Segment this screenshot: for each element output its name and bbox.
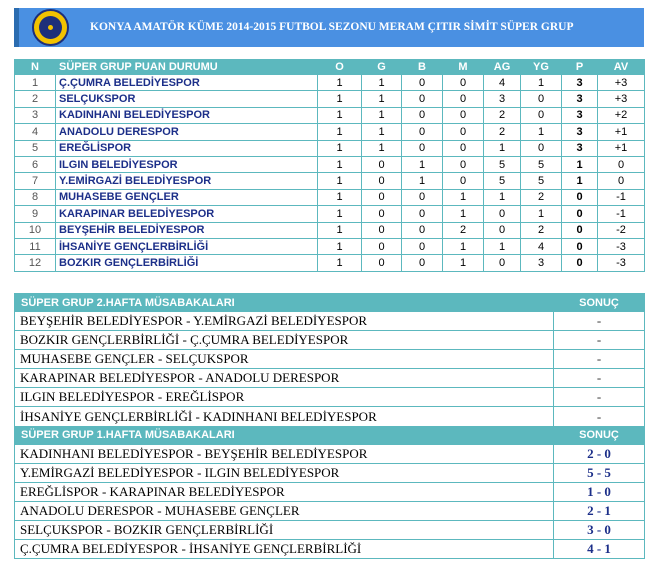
match-name: KARAPINAR BELEDİYESPOR - ANADOLU DERESPOR	[15, 369, 554, 388]
cell-rank: 6	[15, 156, 56, 172]
week1-result-header: SONUÇ	[554, 426, 645, 444]
match-name: BEYŞEHİR BELEDİYESPOR - Y.EMİRGAZİ BELEDİYESPOR	[15, 312, 554, 331]
cell-goal-difference: 0	[598, 173, 645, 189]
match-row	[15, 444, 645, 463]
cell-won: 0	[362, 189, 402, 205]
week2-title: SÜPER GRUP 2.HAFTA MÜSABAKALARI	[15, 294, 554, 312]
match-result: -	[554, 331, 645, 350]
cell-goals-for: 0	[484, 255, 521, 271]
week1-header-row	[15, 426, 645, 444]
cell-lost: 0	[443, 140, 484, 156]
cell-rank: 8	[15, 189, 56, 205]
cell-goal-difference: +2	[598, 107, 645, 123]
cell-rank: 7	[15, 173, 56, 189]
cell-drawn: 0	[402, 140, 443, 156]
cell-played: 1	[318, 156, 362, 172]
col-header-av: AV	[598, 60, 645, 75]
cell-won: 1	[362, 107, 402, 123]
cell-drawn: 0	[402, 222, 443, 238]
cell-team-name: EREĞLİSPOR	[56, 140, 318, 156]
match-name: ANADOLU DERESPOR - MUHASEBE GENÇLER	[15, 501, 554, 520]
page-title: KONYA AMATÖR KÜME 2014-2015 FUTBOL SEZONU MERAM ÇITIR SİMİT SÜPER GRUP	[90, 21, 574, 33]
col-header-team: SÜPER GRUP PUAN DURUMU	[56, 60, 318, 75]
col-header-b: B	[402, 60, 443, 75]
cell-drawn: 0	[402, 107, 443, 123]
match-name: SELÇUKSPOR - BOZKIR GENÇLERBİRLİĞİ	[15, 520, 554, 539]
col-header-m: M	[443, 60, 484, 75]
cell-lost: 0	[443, 124, 484, 140]
cell-won: 0	[362, 156, 402, 172]
cell-lost: 0	[443, 107, 484, 123]
cell-played: 1	[318, 206, 362, 222]
cell-goals-for: 5	[484, 173, 521, 189]
cell-team-name: Y.EMİRGAZİ BELEDİYESPOR	[56, 173, 318, 189]
cell-won: 0	[362, 173, 402, 189]
cell-team-name: BEYŞEHİR BELEDİYESPOR	[56, 222, 318, 238]
cell-lost: 0	[443, 91, 484, 107]
cell-rank: 11	[15, 238, 56, 254]
cell-won: 0	[362, 238, 402, 254]
header-accent-bar	[14, 8, 19, 47]
match-name: BOZKIR GENÇLERBİRLİĞİ - Ç.ÇUMRA BELEDİYESPOR	[15, 331, 554, 350]
cell-goals-for: 2	[484, 107, 521, 123]
cell-played: 1	[318, 222, 362, 238]
cell-goals-against: 2	[521, 189, 562, 205]
cell-played: 1	[318, 107, 362, 123]
cell-goals-for: 5	[484, 156, 521, 172]
col-header-o: O	[318, 60, 362, 75]
cell-goal-difference: 0	[598, 156, 645, 172]
match-row	[15, 312, 645, 331]
cell-team-name: KARAPINAR BELEDİYESPOR	[56, 206, 318, 222]
match-name: İHSANİYE GENÇLERBİRLİĞİ - KADINHANI BELEDİYESPOR	[15, 407, 554, 426]
cell-points: 0	[562, 206, 598, 222]
cell-lost: 1	[443, 206, 484, 222]
cell-rank: 2	[15, 91, 56, 107]
match-result: 5 - 5	[554, 463, 645, 482]
cell-goal-difference: -1	[598, 206, 645, 222]
cell-won: 0	[362, 206, 402, 222]
cell-drawn: 0	[402, 189, 443, 205]
cell-played: 1	[318, 238, 362, 254]
cell-team-name: ILGIN BELEDİYESPOR	[56, 156, 318, 172]
cell-won: 1	[362, 140, 402, 156]
match-result: -	[554, 369, 645, 388]
cell-goal-difference: -3	[598, 238, 645, 254]
cell-goal-difference: +1	[598, 124, 645, 140]
cell-points: 0	[562, 238, 598, 254]
match-result: -	[554, 312, 645, 331]
cell-goals-for: 3	[484, 91, 521, 107]
match-name: Y.EMİRGAZİ BELEDİYESPOR - ILGIN BELEDİYESPOR	[15, 463, 554, 482]
cell-lost: 1	[443, 189, 484, 205]
match-name: KADINHANI BELEDİYESPOR - BEYŞEHİR BELEDİYESPOR	[15, 444, 554, 463]
cell-goals-for: 2	[484, 124, 521, 140]
cell-goals-against: 3	[521, 255, 562, 271]
cell-lost: 0	[443, 75, 484, 91]
match-name: MUHASEBE GENÇLER - SELÇUKSPOR	[15, 350, 554, 369]
standings-row	[15, 124, 645, 140]
match-result: -	[554, 350, 645, 369]
cell-team-name: ANADOLU DERESPOR	[56, 124, 318, 140]
week2-result-header: SONUÇ	[554, 294, 645, 312]
cell-goals-for: 0	[484, 222, 521, 238]
match-row	[15, 501, 645, 520]
cell-goal-difference: -3	[598, 255, 645, 271]
standings-row	[15, 140, 645, 156]
standings-row	[15, 173, 645, 189]
cell-rank: 10	[15, 222, 56, 238]
match-name: EREĞLİSPOR - KARAPINAR BELEDİYESPOR	[15, 482, 554, 501]
cell-goal-difference: +3	[598, 75, 645, 91]
standings-row	[15, 189, 645, 205]
cell-goals-against: 5	[521, 156, 562, 172]
standings-row	[15, 75, 645, 91]
cell-rank: 9	[15, 206, 56, 222]
cell-goals-for: 1	[484, 189, 521, 205]
cell-team-name: İHSANİYE GENÇLERBİRLİĞİ	[56, 238, 318, 254]
col-header-p: P	[562, 60, 598, 75]
col-header-ag: AG	[484, 60, 521, 75]
cell-lost: 0	[443, 156, 484, 172]
cell-goals-against: 4	[521, 238, 562, 254]
cell-rank: 3	[15, 107, 56, 123]
standings-header-row	[15, 60, 645, 75]
cell-points: 0	[562, 222, 598, 238]
standings-row	[15, 91, 645, 107]
cell-lost: 1	[443, 255, 484, 271]
cell-drawn: 0	[402, 238, 443, 254]
cell-lost: 1	[443, 238, 484, 254]
cell-played: 1	[318, 124, 362, 140]
cell-goals-against: 1	[521, 75, 562, 91]
standings-row	[15, 255, 645, 271]
cell-drawn: 0	[402, 206, 443, 222]
cell-goals-for: 1	[484, 238, 521, 254]
cell-goals-against: 0	[521, 107, 562, 123]
match-row	[15, 369, 645, 388]
col-header-n: N	[15, 60, 56, 75]
cell-points: 1	[562, 173, 598, 189]
cell-goal-difference: -2	[598, 222, 645, 238]
cell-drawn: 0	[402, 75, 443, 91]
cell-goals-against: 1	[521, 124, 562, 140]
col-header-yg: YG	[521, 60, 562, 75]
cell-played: 1	[318, 255, 362, 271]
cell-won: 0	[362, 255, 402, 271]
cell-team-name: KADINHANI BELEDİYESPOR	[56, 107, 318, 123]
cell-rank: 1	[15, 75, 56, 91]
standings-row	[15, 222, 645, 238]
week2-header-row	[15, 294, 645, 312]
match-result: -	[554, 388, 645, 407]
cell-played: 1	[318, 140, 362, 156]
page-header	[14, 8, 644, 47]
cell-goals-for: 1	[484, 140, 521, 156]
cell-drawn: 0	[402, 124, 443, 140]
match-result: -	[554, 407, 645, 426]
cell-played: 1	[318, 75, 362, 91]
cell-played: 1	[318, 91, 362, 107]
match-row	[15, 331, 645, 350]
cell-team-name: SELÇUKSPOR	[56, 91, 318, 107]
week1-title: SÜPER GRUP 1.HAFTA MÜSABAKALARI	[15, 426, 554, 444]
cell-goals-against: 1	[521, 206, 562, 222]
matches-table	[14, 293, 645, 559]
cell-goal-difference: +3	[598, 91, 645, 107]
cell-points: 3	[562, 107, 598, 123]
cell-goals-against: 2	[521, 222, 562, 238]
cell-points: 3	[562, 75, 598, 91]
cell-goals-for: 0	[484, 206, 521, 222]
cell-played: 1	[318, 189, 362, 205]
match-result: 2 - 1	[554, 501, 645, 520]
match-row	[15, 482, 645, 501]
cell-lost: 2	[443, 222, 484, 238]
cell-points: 3	[562, 91, 598, 107]
cell-rank: 12	[15, 255, 56, 271]
match-result: 1 - 0	[554, 482, 645, 501]
cell-played: 1	[318, 173, 362, 189]
cell-won: 1	[362, 75, 402, 91]
cell-won: 0	[362, 222, 402, 238]
match-row	[15, 388, 645, 407]
cell-goals-against: 0	[521, 91, 562, 107]
match-name: Ç.ÇUMRA BELEDİYESPOR - İHSANİYE GENÇLERBİRLİĞİ	[15, 540, 554, 559]
cell-goals-against: 5	[521, 173, 562, 189]
match-row	[15, 407, 645, 426]
cell-goals-against: 0	[521, 140, 562, 156]
cell-team-name: Ç.ÇUMRA BELEDİYESPOR	[56, 75, 318, 91]
cell-goal-difference: -1	[598, 189, 645, 205]
cell-goals-for: 4	[484, 75, 521, 91]
cell-drawn: 0	[402, 255, 443, 271]
cell-drawn: 0	[402, 91, 443, 107]
match-row	[15, 463, 645, 482]
match-result: 3 - 0	[554, 520, 645, 539]
cell-drawn: 1	[402, 156, 443, 172]
cell-team-name: MUHASEBE GENÇLER	[56, 189, 318, 205]
match-name: ILGIN BELEDİYESPOR - EREĞLİSPOR	[15, 388, 554, 407]
match-row	[15, 540, 645, 559]
cell-goal-difference: +1	[598, 140, 645, 156]
cell-lost: 0	[443, 173, 484, 189]
cell-won: 1	[362, 124, 402, 140]
cell-won: 1	[362, 91, 402, 107]
cell-points: 0	[562, 189, 598, 205]
federation-logo-icon	[32, 9, 69, 46]
match-row	[15, 520, 645, 539]
match-row	[15, 350, 645, 369]
cell-points: 3	[562, 140, 598, 156]
standings-row	[15, 107, 645, 123]
cell-team-name: BOZKIR GENÇLERBİRLİĞİ	[56, 255, 318, 271]
col-header-g: G	[362, 60, 402, 75]
standings-row	[15, 238, 645, 254]
cell-rank: 4	[15, 124, 56, 140]
standings-row	[15, 206, 645, 222]
cell-points: 0	[562, 255, 598, 271]
match-result: 2 - 0	[554, 444, 645, 463]
cell-points: 1	[562, 156, 598, 172]
standings-table	[14, 59, 645, 272]
cell-points: 3	[562, 124, 598, 140]
standings-row	[15, 156, 645, 172]
match-result: 4 - 1	[554, 540, 645, 559]
cell-rank: 5	[15, 140, 56, 156]
cell-drawn: 1	[402, 173, 443, 189]
